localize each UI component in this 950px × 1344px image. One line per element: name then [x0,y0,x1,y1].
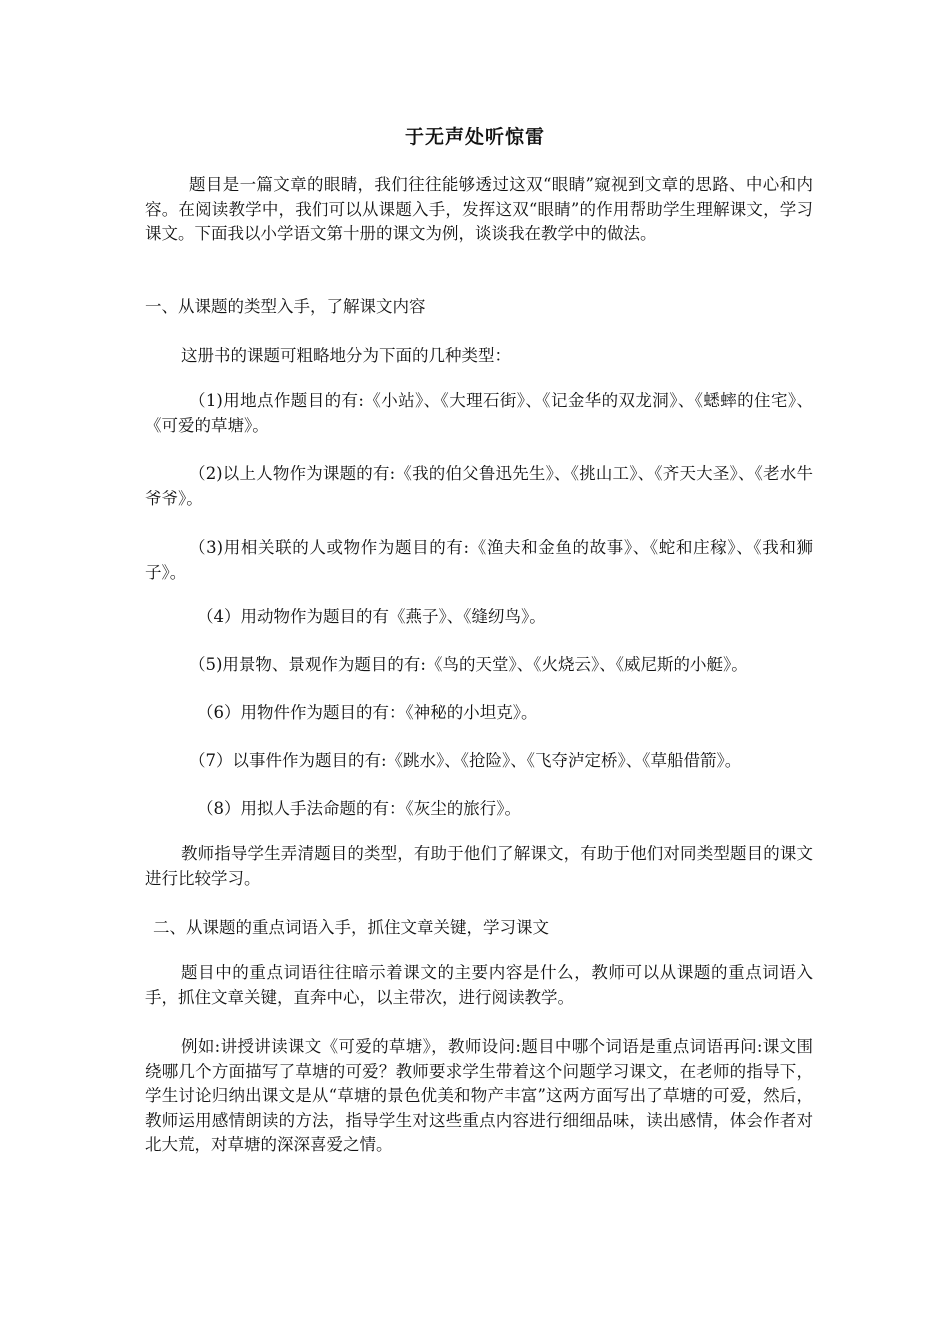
intro-paragraph: 题目是一篇文章的眼睛，我们往往能够透过这双“眼睛”窥视到文章的思路、中心和内容。在阅读教学中，我们可以从课题入手，发挥这双“眼睛”的作用帮助学生理解课文，学习课文。下面我以小学语文第十册的课文为例，谈谈我在教学中的做法。 [145,175,813,243]
list-item-4: （4）用动物作为题目的有《燕子》、《缝纫鸟》。 [197,607,546,626]
list-item-2: （2)以上人物作为课题的有:《我的伯父鲁迅先生》、《挑山工》、《齐天大圣》、《老水牛爷爷》。 [145,464,813,508]
body-paragraph: 题目中的重点词语往往暗示着课文的主要内容是什么，教师可以从课题的重点词语入手，抓住文章关键，直奔中心，以主带次，进行阅读教学。 [145,963,813,1007]
list-item-6: （6）用物件作为题目的有：《神秘的小坦克》。 [197,703,538,722]
list-item-3: （3)用相关联的人或物作为题目的有:《渔夫和金鱼的故事》、《蛇和庄稼》、《我和狮子》。 [145,538,813,582]
example-paragraph: 例如:讲授讲读课文《可爱的草塘》，教师设问:题目中哪个词语是重点词语再问:课文围绕哪几个方面描写了草塘的可爱？教师要求学生带着这个问题学习课文，在老师的指导下，学生讨论归纳出课文是从“草塘的景色优美和物产丰富”这两方面写出了草塘的可爱，然后，教师运用感情朗读的方法，指导学生对这些重点内容进行细细品味，读出感情，体会作者对北大荒，对草塘的深深喜爱之情。 [145,1037,813,1154]
section-heading-1: 一、从课题的类型入手，了解课文内容 [145,297,426,316]
section-heading-2: 二、从课题的重点词语入手，抓住文章关键，学习课文 [153,918,549,937]
list-item-8: （8）用拟人手法命题的有：《灰尘的旅行》。 [197,799,521,818]
list-item-5: （5)用景物、景观作为题目的有:《鸟的天堂》、《火烧云》、《威尼斯的小艇》。 [189,655,748,674]
body-paragraph: 这册书的课题可粗略地分为下面的几种类型： [181,346,511,365]
body-paragraph: 教师指导学生弄清题目的类型，有助于他们了解课文，有助于他们对同类型题目的课文进行比较学习。 [145,844,813,888]
list-item-1: （1)用地点作题目的有:《小站》、《大理石街》、《记金华的双龙洞》、《蟋蟀的住宅》、《可爱的草塘》。 [145,391,813,435]
list-item-7: （7）以事件作为题目的有:《跳水》、《抢险》、《飞夺泸定桥》、《草船借箭》。 [189,751,742,770]
document-title: 于无声处听惊雷 [404,126,545,148]
